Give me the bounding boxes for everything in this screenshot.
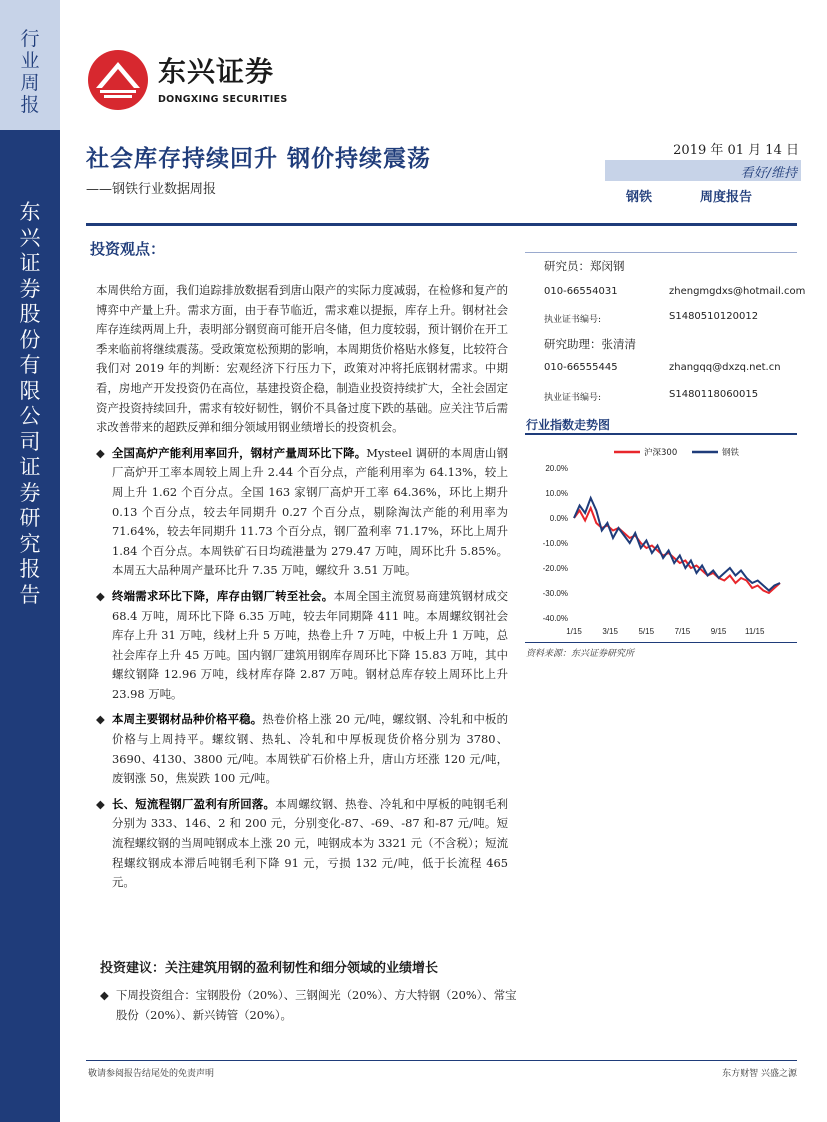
rating-bar [605, 160, 801, 181]
footer-disclaimer: 敬请参阅报告结尾处的免责声明 [88, 1069, 215, 1079]
x-tick-label: 1/15 [566, 627, 582, 636]
industry-label: 钢铁 [626, 190, 653, 205]
bullet-heading: 终端需求环比下降，库存由钢厂转至社会。 [112, 588, 334, 603]
company-logo [86, 48, 336, 110]
bullet-item [96, 587, 508, 705]
report-title: 社会库存持续回升 钢价持续震荡 [86, 146, 432, 172]
bullet-heading: 本周主要钢材品种价格平稳。 [112, 712, 263, 727]
y-tick-label: -30.0% [542, 589, 568, 598]
bullet-text: 本周全国主流贸易商建筑钢材成交 68.4 万吨，周环比下降 6.35 万吨，较去年同期降 411 吨。本周螺纹钢社会库存上升 31 万吨，线材上升 5 万吨，热卷上升 7 万吨，中板上升 1 万吨，总社会库存上升 45 万吨。国内钢厂建筑用钢库存周环比下降 15.83 万吨，其中螺纹钢降 12.96 万吨，线材库存降 2.87 万吨。钢材总库存较上周环比上升 23.98 万吨。 [112, 588, 508, 701]
sidebar-report-type [0, 0, 60, 130]
y-tick-label: -40.0% [542, 614, 568, 623]
x-tick-label: 7/15 [674, 627, 691, 636]
bullet-text: Mysteel 调研的本周唐山钢厂高炉开工率本周较上周上升 2.44 个百分点，产能利用率为 64.13%，较上周上升 1.62 个百分点。全国 163 家钢厂高炉开工率 64.36%，环比上期升 0.13 个百分点，较去年同期升 0.27 个百分点，剔除淘汰产能的利用率为 71.64%，较去年同期升 11.73 个百分点，钢厂盈利率 71.17%，环比上周升 1.84 个百分点。本周铁矿石日均疏港量为 279.47 万吨，周环比升 5.85%。本周五大品种周产量环比升 7.35 万吨，螺纹升 3.51 万吨。 [112, 445, 508, 578]
index-trend-chart [526, 440, 798, 640]
logo-emblem-icon [86, 48, 150, 112]
analyst-role-label: 研究助理： [544, 337, 602, 351]
footer-divider [86, 1060, 797, 1061]
analyst-1-cert-label: 执业证书编号: [544, 315, 602, 325]
chart-source-divider [525, 642, 797, 643]
analyst-2-role [544, 336, 636, 352]
legend-label: 钢铁 [722, 448, 740, 458]
analyst-1-phone: 010-66554031 [544, 286, 618, 297]
analyst-divider [525, 252, 797, 253]
analyst-name: 郑闵钢 [590, 259, 625, 273]
diamond-bullet-icon: ◆ [100, 988, 109, 1002]
analyst-2-cert: S1480118060015 [669, 389, 759, 400]
x-tick-label: 3/15 [602, 627, 618, 636]
diamond-bullet-icon: ◆ [96, 588, 105, 603]
series-line-steel [574, 498, 780, 591]
analyst-1-role [544, 258, 625, 274]
x-tick-label: 5/15 [638, 627, 655, 636]
analyst-1-email[interactable]: zhengmgdxs@hotmail.com [669, 286, 806, 297]
y-tick-label: 0.0% [549, 514, 568, 523]
bullet-text: 本周螺纹钢、热卷、冷轧和中厚板的吨钢毛利分别为 333、146、2 和 200 元，分别变化-87、-69、-87 和-87 元/吨。短流程螺纹钢的当周吨钢成本上涨 20 元，吨钢成本为 3321 元（不含税）；短流程螺纹钢成本滞后吨钢毛利下降 91 元，亏损 132 元/吨，低于长流程 465 元。 [112, 796, 508, 890]
diamond-bullet-icon: ◆ [96, 445, 105, 460]
legend-label: 沪深300 [644, 448, 678, 458]
x-tick-label: 11/15 [744, 627, 765, 636]
diamond-bullet-icon: ◆ [96, 796, 105, 811]
analyst-2-email[interactable]: zhangqq@dxzq.net.cn [669, 362, 781, 373]
logo-name-en: DONGXING SECURITIES [158, 94, 288, 105]
analyst-name: 张清清 [601, 337, 636, 351]
rating-text: 看好/维持 [740, 166, 797, 181]
report-subtitle: ——钢铁行业数据周报 [86, 182, 217, 197]
advice-item [100, 986, 526, 1025]
sidebar-report-type-label: 行业周报 [20, 28, 40, 116]
bullet-text: 热卷价格上涨 20 元/吨，螺纹钢、冷轧和中板的价格与上周持平。螺纹钢、热轧、冷轧和中厚板现货价格分别为 3780、3690、4130、3800 元/吨。本周铁矿石价格上升，唐山方坯涨 120 元/吨，废钢涨 50，焦炭跌 100 元/吨。 [112, 712, 508, 786]
report-date-text: 2019 年 01 月 14 日 [673, 143, 799, 158]
diamond-bullet-icon: ◆ [96, 712, 105, 727]
y-tick-label: 10.0% [545, 489, 568, 498]
analyst-role-label: 研究员： [544, 259, 590, 273]
y-tick-label: 20.0% [545, 464, 568, 473]
sidebar-company [0, 130, 60, 1122]
chart-title-divider [525, 433, 797, 435]
analyst-2-phone: 010-66555445 [544, 362, 618, 373]
section-heading: 投资观点： [90, 240, 166, 258]
footer-slogan: 东方财智 兴盛之源 [722, 1069, 797, 1079]
advice-heading: 投资建议：关注建筑用钢的盈利韧性和细分领域的业绩增长 [100, 961, 439, 976]
x-tick-label: 9/15 [710, 627, 727, 636]
sidebar-company-label: 东兴证券股份有限公司证券研究报告 [19, 200, 41, 607]
analyst-1-cert: S1480510120012 [669, 311, 759, 322]
y-tick-label: -10.0% [542, 539, 568, 548]
body-text [96, 281, 508, 893]
bullet-item [96, 795, 508, 893]
advice-text: 下周投资组合：宝钢股份（20%）、三钢闽光（20%）、方大特钢（20%）、常宝股份（20%）、新兴铸管（20%）。 [116, 988, 517, 1022]
logo-name-cn: 东兴证券 [158, 55, 275, 88]
y-tick-label: -20.0% [542, 564, 568, 573]
bullet-heading: 全国高炉产能利用率回升，钢材产量周环比下降。 [112, 445, 367, 460]
bullet-item [96, 710, 508, 788]
intro-paragraph: 本周供给方面，我们追踪排放数据看到唐山限产的实际力度减弱，在检修和复产的博弈中产量上升。需求方面，由于春节临近，需求难以提振，库存上升。钢材社会库存连续两周上升，表明部分钢贸商可能开启冬储，但力度较弱，预计钢价在开工季来临前将继续震荡。受政策宽松预期的影响，本周期货价格贴水修复，比较符合我们对 2019 年的判断：宏观经济下行压力下，政策对冲将托底钢材需求。中期看，房地产开发投资仍在高位，基建投资企稳，制造业投资持续扩大，全社会固定资产投资持续回升，需求有较好韧性，钢价不具备过度下跌的基础。应关注节后需求改善带来的超跌反弹和细分领域用钢业绩增长的投资机会。 [96, 283, 508, 435]
report-date [605, 139, 801, 156]
report-type-label: 周度报告 [700, 190, 753, 205]
chart-source: 资料来源：东兴证券研究所 [526, 649, 635, 659]
header-divider [86, 223, 797, 226]
chart-title: 行业指数走势图 [526, 418, 611, 432]
bullet-item [96, 444, 508, 581]
analyst-2-cert-label: 执业证书编号: [544, 393, 602, 403]
bullet-heading: 长、短流程钢厂盈利有所回落。 [112, 796, 276, 811]
